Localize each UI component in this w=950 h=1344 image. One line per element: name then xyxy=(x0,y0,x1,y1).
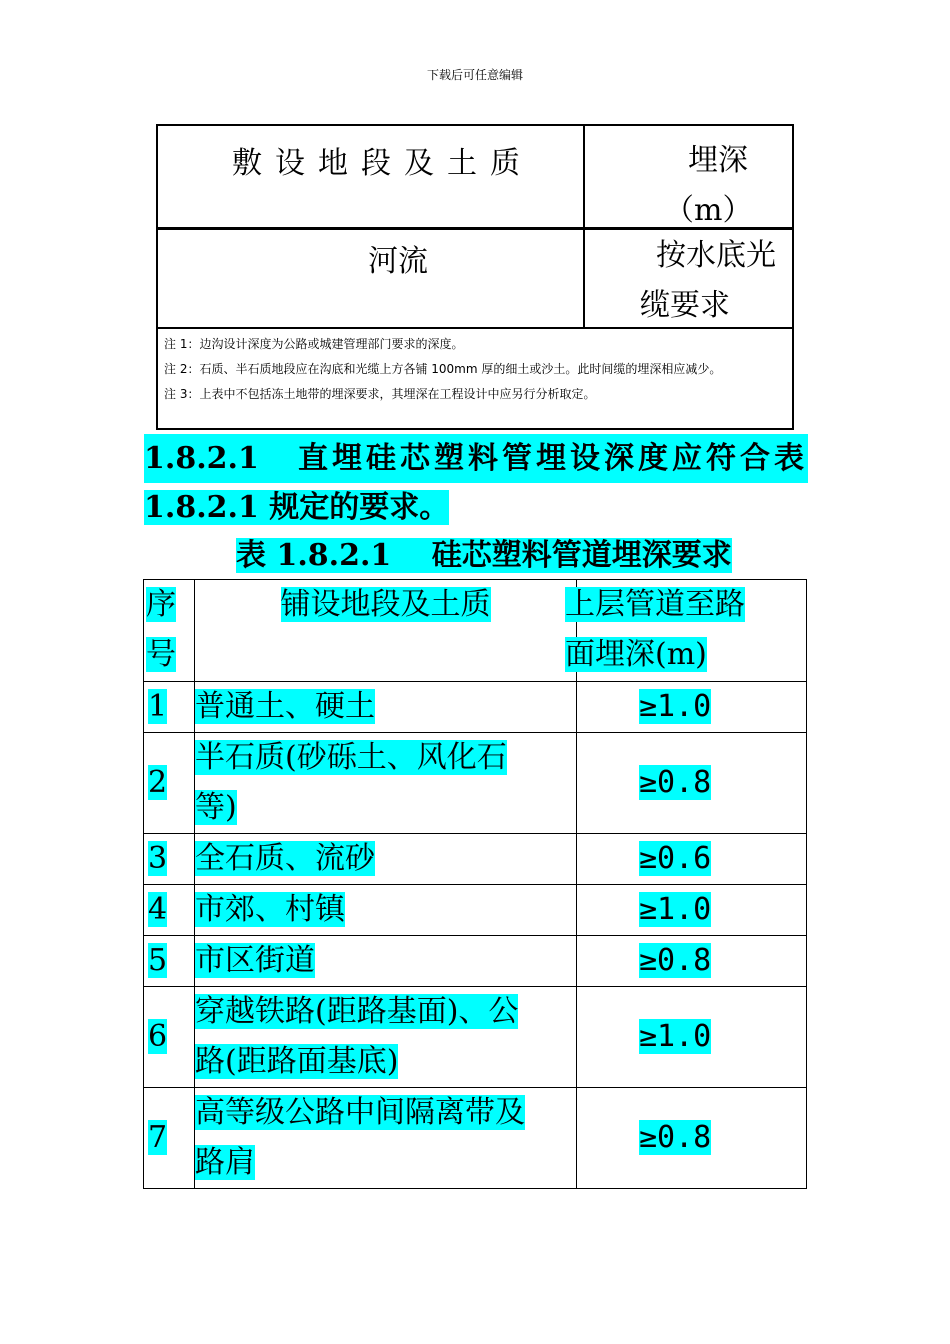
table-row xyxy=(144,733,807,834)
row-index: 6 xyxy=(148,1019,168,1054)
page-header: 下载后可任意编辑 xyxy=(426,68,523,82)
section-paragraph xyxy=(144,434,808,532)
row-index: 2 xyxy=(148,765,168,800)
col-header-section: 敷设地段及土质 xyxy=(232,146,533,181)
row-index: 7 xyxy=(148,1120,168,1155)
row-depth: ≥0.6 xyxy=(639,841,712,876)
col-header-depth: 埋深 （m） xyxy=(664,143,753,228)
row-place: 高等级公路中间隔离带及 xyxy=(195,1095,525,1130)
header-index: 序 号 xyxy=(144,580,195,682)
table-row xyxy=(144,834,807,885)
row-place: 半石质(砂砾土、风化石 xyxy=(195,740,507,775)
row-depth: ≥1.0 xyxy=(639,1019,712,1054)
table-row xyxy=(144,1088,807,1189)
row-depth: ≥1.0 xyxy=(639,892,712,927)
row-depth: ≥1.0 xyxy=(639,689,712,724)
table-row xyxy=(144,682,807,733)
section-text-line2: 1.8.2.1 规定的要求。 xyxy=(144,490,450,525)
section-text-line1: 直埋硅芯塑料管埋设深度应符合表 xyxy=(298,441,808,476)
table-row xyxy=(144,987,807,1088)
burial-depth-table xyxy=(156,124,794,430)
header-depth: 上层管道至路 面埋深(m) xyxy=(577,580,807,682)
row-place: 普通土、硬土 xyxy=(195,689,375,724)
row-depth: ≥0.8 xyxy=(639,1120,712,1155)
row-place: 穿越铁路(距路基面)、公 xyxy=(195,994,519,1029)
conduit-depth-table xyxy=(143,579,807,1189)
row-index: 3 xyxy=(148,841,168,876)
row-place-cont: 路肩 xyxy=(195,1145,255,1180)
table-row xyxy=(144,885,807,936)
row-place: 全石质、流砂 xyxy=(195,841,375,876)
table-header-row xyxy=(144,580,807,682)
row-place-cont: 路(距路面基底) xyxy=(195,1044,399,1079)
row-place: 市郊、村镇 xyxy=(195,892,345,927)
section-number: 1.8.2.1 xyxy=(144,441,259,476)
row-index: 5 xyxy=(148,943,168,978)
table-notes xyxy=(164,332,790,407)
table-caption: 表 1.8.2.1 硅芯塑料管道埋深要求 xyxy=(236,538,732,573)
note-2: 注 2：石质、半石质地段应在沟底和光缆上方各铺 100mm 厚的细土或沙土。此时间缆的埋深相应减少。 xyxy=(164,362,722,376)
row-depth: ≥0.8 xyxy=(639,765,712,800)
row-index: 1 xyxy=(148,689,168,724)
row-place-cont: 等) xyxy=(195,790,237,825)
header-place: 铺设地段及土质 xyxy=(195,580,577,682)
row-place: 市区街道 xyxy=(195,943,315,978)
row-depth: ≥0.8 xyxy=(639,943,712,978)
row-index: 4 xyxy=(148,892,168,927)
row-river-depth: 按水底光 缆要求 xyxy=(640,238,776,323)
note-1: 注 1：边沟设计深度为公路或城建管理部门要求的深度。 xyxy=(164,337,464,351)
row-river-label: 河流 xyxy=(368,244,428,279)
table-row xyxy=(144,936,807,987)
note-3: 注 3：上表中不包括冻土地带的埋深要求，其埋深在工程设计中应另行分析取定。 xyxy=(164,387,596,401)
